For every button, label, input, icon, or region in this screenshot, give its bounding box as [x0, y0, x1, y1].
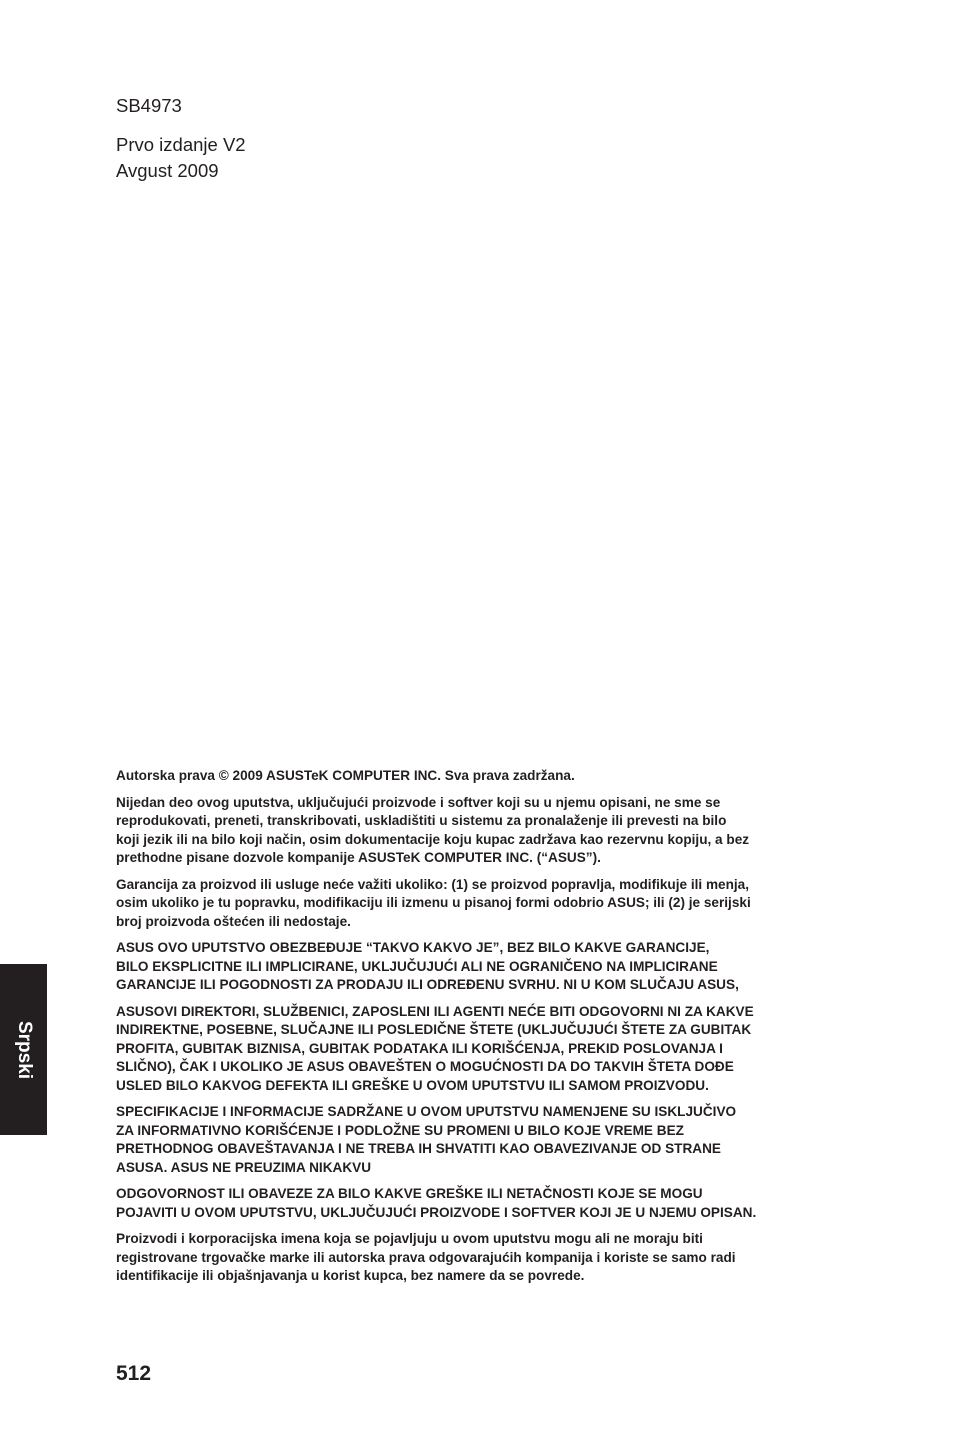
page-number: 512	[116, 1362, 152, 1385]
legal-paragraph-specifications: SPECIFIKACIJE I INFORMACIJE SADRŽANE U OVOM UPUTSTVU NAMENJENE SU ISKLJUČIVO ZA INFORMATIVNO KORIŠĆENJE I PODLOŽNE SU PROMENI U BILO KOJE VREME BEZ PRETHODNOG OBAVEŠTAVANJA I NE TREBA IH SHVATITI KAO OBAVEZIVANJE OD STRANE ASUSA. ASUS NE PREUZIMA NIKAKVU	[116, 1104, 737, 1175]
legal-paragraph-errors: ODGOVORNOST ILI OBAVEZE ZA BILO KAKVE GREŠKE ILI NETAČNOSTI KOJE SE MOGU POJAVITI U OVOM UPUTSTVU, UKLJUČUJUĆI PROIZVODE I SOFTVER KOJI JE U NJEMU OPISAN.	[116, 1186, 757, 1220]
legal-paragraph-warranty: Garancija za proizvod ili usluge neće važiti ukoliko: (1) se proizvod popravlja, modifikuje ili menja, osim ukoliko je tu popravku, modifikaciju ili izmenu u pisanoj formi odobrio ASUS; ili (2) je serijski broj proizvoda oštećen ili nedostaje.	[116, 876, 751, 929]
language-tab-label: Srpski	[13, 1020, 35, 1079]
edition-date: Avgust 2009	[116, 160, 219, 181]
document-header	[116, 93, 246, 184]
legal-paragraph-as-is: ASUS OVO UPUTSTVO OBEZBEĐUJE “TAKVO KAKVO JE”, BEZ BILO KAKVE GARANCIJE, BILO EKSPLICITNE ILI IMPLICIRANE, UKLJUČUJUĆI ALI NE OGRANIČENO NA IMPLICIRANE GARANCIJE ILI POGODNOSTI ZA PRODAJU ILI ODREĐENU SVRHU. NI U KOM SLUČAJU ASUS,	[116, 940, 739, 992]
copyright-line: Autorska prava © 2009 ASUSTeK COMPUTER INC. Sva prava zadržana.	[116, 768, 575, 783]
language-side-tab	[0, 964, 47, 1135]
legal-paragraph-liability: ASUSOVI DIREKTORI, SLUŽBENICI, ZAPOSLENI ILI AGENTI NEĆE BITI ODGOVORNI NI ZA KAKVE INDIREKTNE, POSEBNE, SLUČAJNE ILI POSLEDIČNE ŠTETE (UKLJUČUJUĆI ŠTETE ZA GUBITAK PROFITA, GUBITAK BIZNISA, GUBITAK PODATAKA ILI KORIŠĆENJA, PREKID POSLOVANJA I SLIČNO), ČAK I UKOLIKO JE ASUS OBAVEŠTEN O MOGUĆNOSTI DA DO TAKVIH ŠTETA DOĐE USLED BILO KAKVOG DEFEKTA ILI GREŠKE U OVOM UPUTSTVU ILI SAMOM PROIZVODU.	[116, 1003, 754, 1093]
legal-paragraph-reproduction: Nijedan deo ovog uputstva, uključujući proizvode i softver koji su u njemu opisani, ne sme se reprodukovati, preneti, transkribovati, uskladištiti u sistemu za pronalaženje ili prevesti na bilo koji jezik ili na bilo koji način, osim dokumentacije koju kupac zadržava kao rezervnu kopiju, a bez prethodne pisane dozvole kompanije ASUSTeK COMPUTER INC. (“ASUS”).	[116, 794, 750, 865]
legal-notice	[116, 767, 836, 1294]
legal-paragraph-trademarks: Proizvodi i korporacijska imena koja se pojavljuju u ovom uputstvu mogu ali ne moraju biti registrovane trgovačke marke ili autorska prava odgovarajućih kompanija i koriste se samo radi identifikacije ili objašnjavanja u korist kupca, bez namere da se povrede.	[116, 1231, 736, 1283]
edition-label: Prvo izdanje V2	[116, 134, 246, 155]
document-code: SB4973	[116, 95, 182, 116]
